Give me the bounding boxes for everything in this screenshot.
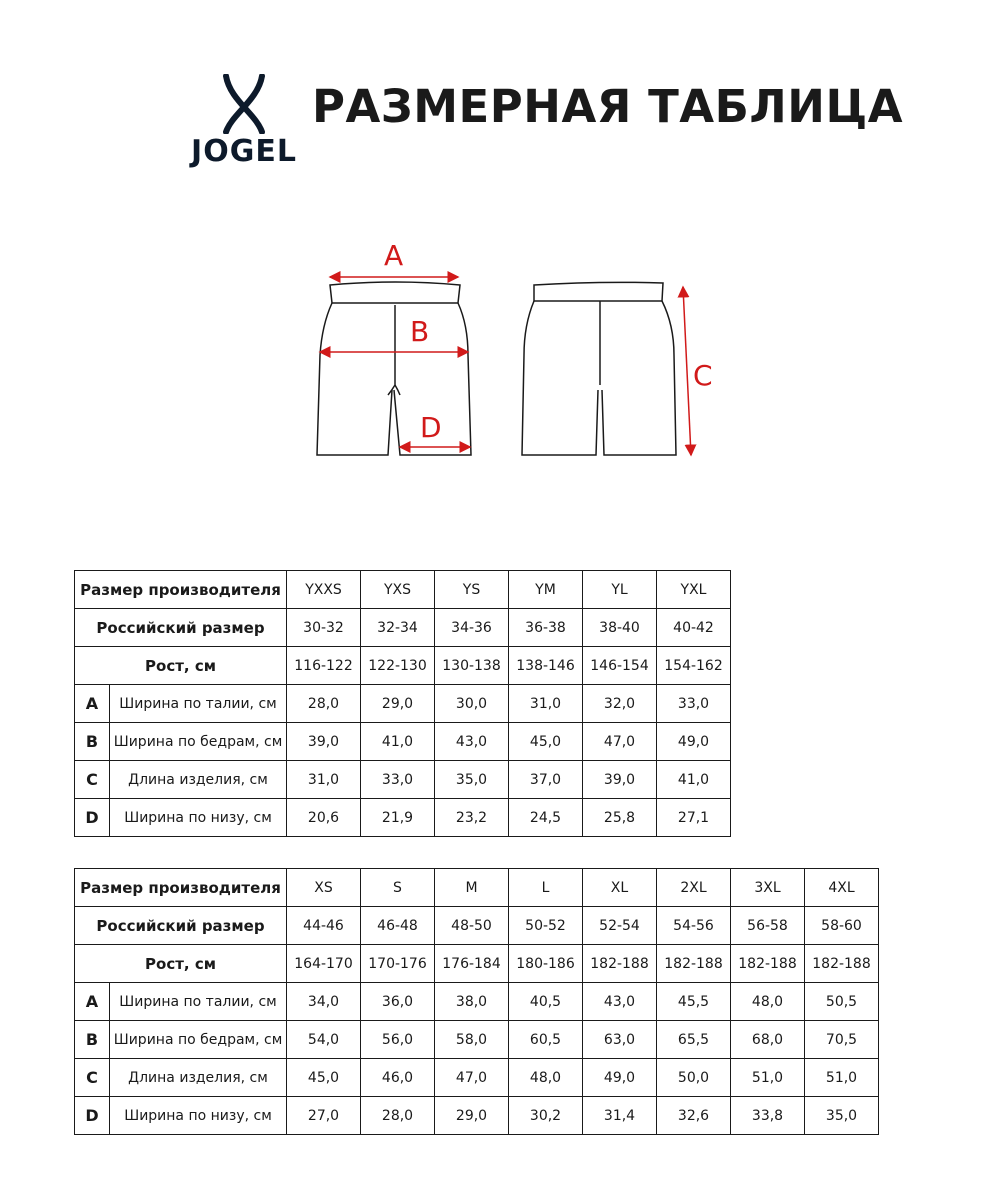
table-cell: 38,0 bbox=[435, 983, 509, 1021]
table-cell: 48,0 bbox=[509, 1059, 583, 1097]
table-cell: 41,0 bbox=[657, 761, 731, 799]
table-cell: 47,0 bbox=[435, 1059, 509, 1097]
table-cell: 31,4 bbox=[583, 1097, 657, 1135]
measure-letter: A bbox=[75, 685, 110, 723]
table-row bbox=[75, 983, 879, 1021]
logo-mark-icon bbox=[216, 74, 272, 134]
table-cell: 33,0 bbox=[361, 761, 435, 799]
table-cell: 170-176 bbox=[361, 945, 435, 983]
row-label-manufacturer: Размер производителя bbox=[75, 571, 287, 609]
table-cell: 39,0 bbox=[287, 723, 361, 761]
table-cell: 154-162 bbox=[657, 647, 731, 685]
table-row bbox=[75, 869, 879, 907]
table-cell: YXXS bbox=[287, 571, 361, 609]
table-cell: 45,0 bbox=[509, 723, 583, 761]
dimension-label-c: C bbox=[693, 359, 713, 392]
table-cell: 33,0 bbox=[657, 685, 731, 723]
table-cell: 36,0 bbox=[361, 983, 435, 1021]
table-cell: 4XL bbox=[805, 869, 879, 907]
table-cell: 50-52 bbox=[509, 907, 583, 945]
table-cell: 43,0 bbox=[583, 983, 657, 1021]
table-row bbox=[75, 1059, 879, 1097]
table-cell: YXS bbox=[361, 571, 435, 609]
table-cell: 30,2 bbox=[509, 1097, 583, 1135]
table-cell: 58,0 bbox=[435, 1021, 509, 1059]
size-table-youth bbox=[74, 570, 731, 837]
table-row bbox=[75, 685, 731, 723]
row-label-height: Рост, см bbox=[75, 945, 287, 983]
table-cell: 47,0 bbox=[583, 723, 657, 761]
table-cell: 45,5 bbox=[657, 983, 731, 1021]
table-cell: 63,0 bbox=[583, 1021, 657, 1059]
measure-letter: C bbox=[75, 1059, 110, 1097]
shorts-diagram bbox=[300, 235, 730, 475]
table-row bbox=[75, 799, 731, 837]
table-cell: 30,0 bbox=[435, 685, 509, 723]
table-cell: 130-138 bbox=[435, 647, 509, 685]
table-cell: 33,8 bbox=[731, 1097, 805, 1135]
row-label-manufacturer: Размер производителя bbox=[75, 869, 287, 907]
table-cell: 43,0 bbox=[435, 723, 509, 761]
table-row bbox=[75, 571, 731, 609]
table-row bbox=[75, 723, 731, 761]
table-cell: 182-188 bbox=[657, 945, 731, 983]
table-cell: 2XL bbox=[657, 869, 731, 907]
table-cell: M bbox=[435, 869, 509, 907]
table-cell: 28,0 bbox=[287, 685, 361, 723]
table-cell: 30-32 bbox=[287, 609, 361, 647]
table-cell: 49,0 bbox=[583, 1059, 657, 1097]
table-cell: 27,0 bbox=[287, 1097, 361, 1135]
size-table-adult bbox=[74, 868, 879, 1135]
row-label-russian: Российский размер bbox=[75, 609, 287, 647]
measure-name: Ширина по бедрам, см bbox=[110, 1021, 287, 1059]
measure-letter: C bbox=[75, 761, 110, 799]
table-cell: 32-34 bbox=[361, 609, 435, 647]
table-cell: 34,0 bbox=[287, 983, 361, 1021]
table-cell: 35,0 bbox=[805, 1097, 879, 1135]
dimension-label-a: A bbox=[384, 239, 404, 272]
row-label-russian: Российский размер bbox=[75, 907, 287, 945]
table-cell: 44-46 bbox=[287, 907, 361, 945]
measure-letter: A bbox=[75, 983, 110, 1021]
dimension-label-d: D bbox=[420, 411, 442, 444]
page-title: РАЗМЕРНАЯ ТАБЛИЦА bbox=[312, 80, 904, 133]
table-cell: 146-154 bbox=[583, 647, 657, 685]
table-cell: 46,0 bbox=[361, 1059, 435, 1097]
table-cell: S bbox=[361, 869, 435, 907]
table-cell: 52-54 bbox=[583, 907, 657, 945]
shorts-outline-icon bbox=[300, 235, 730, 475]
measure-name: Длина изделия, см bbox=[110, 761, 287, 799]
table-cell: 32,6 bbox=[657, 1097, 731, 1135]
measure-letter: B bbox=[75, 1021, 110, 1059]
table-cell: XL bbox=[583, 869, 657, 907]
brand-logo bbox=[186, 74, 302, 174]
table-cell: 164-170 bbox=[287, 945, 361, 983]
table-cell: 27,1 bbox=[657, 799, 731, 837]
measure-letter: D bbox=[75, 799, 110, 837]
table-cell: 41,0 bbox=[361, 723, 435, 761]
table-cell: 68,0 bbox=[731, 1021, 805, 1059]
measure-name: Ширина по низу, см bbox=[110, 799, 287, 837]
table-cell: 28,0 bbox=[361, 1097, 435, 1135]
table-cell: 46-48 bbox=[361, 907, 435, 945]
table-cell: 36-38 bbox=[509, 609, 583, 647]
measure-name: Ширина по низу, см bbox=[110, 1097, 287, 1135]
table-cell: 45,0 bbox=[287, 1059, 361, 1097]
measure-name: Ширина по талии, см bbox=[110, 685, 287, 723]
table-cell: 176-184 bbox=[435, 945, 509, 983]
table-cell: 58-60 bbox=[805, 907, 879, 945]
row-label-height: Рост, см bbox=[75, 647, 287, 685]
measure-letter: D bbox=[75, 1097, 110, 1135]
table-cell: 29,0 bbox=[361, 685, 435, 723]
table-cell: 29,0 bbox=[435, 1097, 509, 1135]
table-cell: 38-40 bbox=[583, 609, 657, 647]
measure-name: Длина изделия, см bbox=[110, 1059, 287, 1097]
measure-letter: B bbox=[75, 723, 110, 761]
table-row bbox=[75, 1021, 879, 1059]
table-cell: 50,5 bbox=[805, 983, 879, 1021]
dimension-label-b: B bbox=[410, 315, 430, 348]
table-cell: 182-188 bbox=[805, 945, 879, 983]
table-cell: 56-58 bbox=[731, 907, 805, 945]
table-cell: 34-36 bbox=[435, 609, 509, 647]
table-cell: YXL bbox=[657, 571, 731, 609]
table-cell: 40,5 bbox=[509, 983, 583, 1021]
table-cell: 54-56 bbox=[657, 907, 731, 945]
table-cell: YL bbox=[583, 571, 657, 609]
table-cell: L bbox=[509, 869, 583, 907]
table-row bbox=[75, 647, 731, 685]
table-row bbox=[75, 945, 879, 983]
measure-name: Ширина по бедрам, см bbox=[110, 723, 287, 761]
table-cell: 122-130 bbox=[361, 647, 435, 685]
table-cell: 40-42 bbox=[657, 609, 731, 647]
table-cell: 25,8 bbox=[583, 799, 657, 837]
table-cell: 35,0 bbox=[435, 761, 509, 799]
table-cell: 31,0 bbox=[509, 685, 583, 723]
table-cell: 48,0 bbox=[731, 983, 805, 1021]
table-cell: 49,0 bbox=[657, 723, 731, 761]
table-cell: 180-186 bbox=[509, 945, 583, 983]
table-cell: YS bbox=[435, 571, 509, 609]
table-cell: 56,0 bbox=[361, 1021, 435, 1059]
table-cell: 20,6 bbox=[287, 799, 361, 837]
table-cell: 32,0 bbox=[583, 685, 657, 723]
table-cell: 21,9 bbox=[361, 799, 435, 837]
table-cell: 23,2 bbox=[435, 799, 509, 837]
table-cell: 24,5 bbox=[509, 799, 583, 837]
table-cell: 54,0 bbox=[287, 1021, 361, 1059]
table-cell: 37,0 bbox=[509, 761, 583, 799]
table-cell: 182-188 bbox=[731, 945, 805, 983]
measure-name: Ширина по талии, см bbox=[110, 983, 287, 1021]
table-row bbox=[75, 609, 731, 647]
table-cell: 138-146 bbox=[509, 647, 583, 685]
table-row bbox=[75, 907, 879, 945]
brand-name: JOGEL bbox=[191, 134, 297, 169]
table-cell: YM bbox=[509, 571, 583, 609]
table-row bbox=[75, 761, 731, 799]
table-cell: 51,0 bbox=[805, 1059, 879, 1097]
table-cell: 60,5 bbox=[509, 1021, 583, 1059]
table-cell: 48-50 bbox=[435, 907, 509, 945]
table-cell: 65,5 bbox=[657, 1021, 731, 1059]
table-cell: 31,0 bbox=[287, 761, 361, 799]
table-cell: 3XL bbox=[731, 869, 805, 907]
table-cell: 39,0 bbox=[583, 761, 657, 799]
table-row bbox=[75, 1097, 879, 1135]
table-cell: 182-188 bbox=[583, 945, 657, 983]
table-cell: 70,5 bbox=[805, 1021, 879, 1059]
table-cell: 116-122 bbox=[287, 647, 361, 685]
table-cell: 50,0 bbox=[657, 1059, 731, 1097]
table-cell: XS bbox=[287, 869, 361, 907]
table-cell: 51,0 bbox=[731, 1059, 805, 1097]
